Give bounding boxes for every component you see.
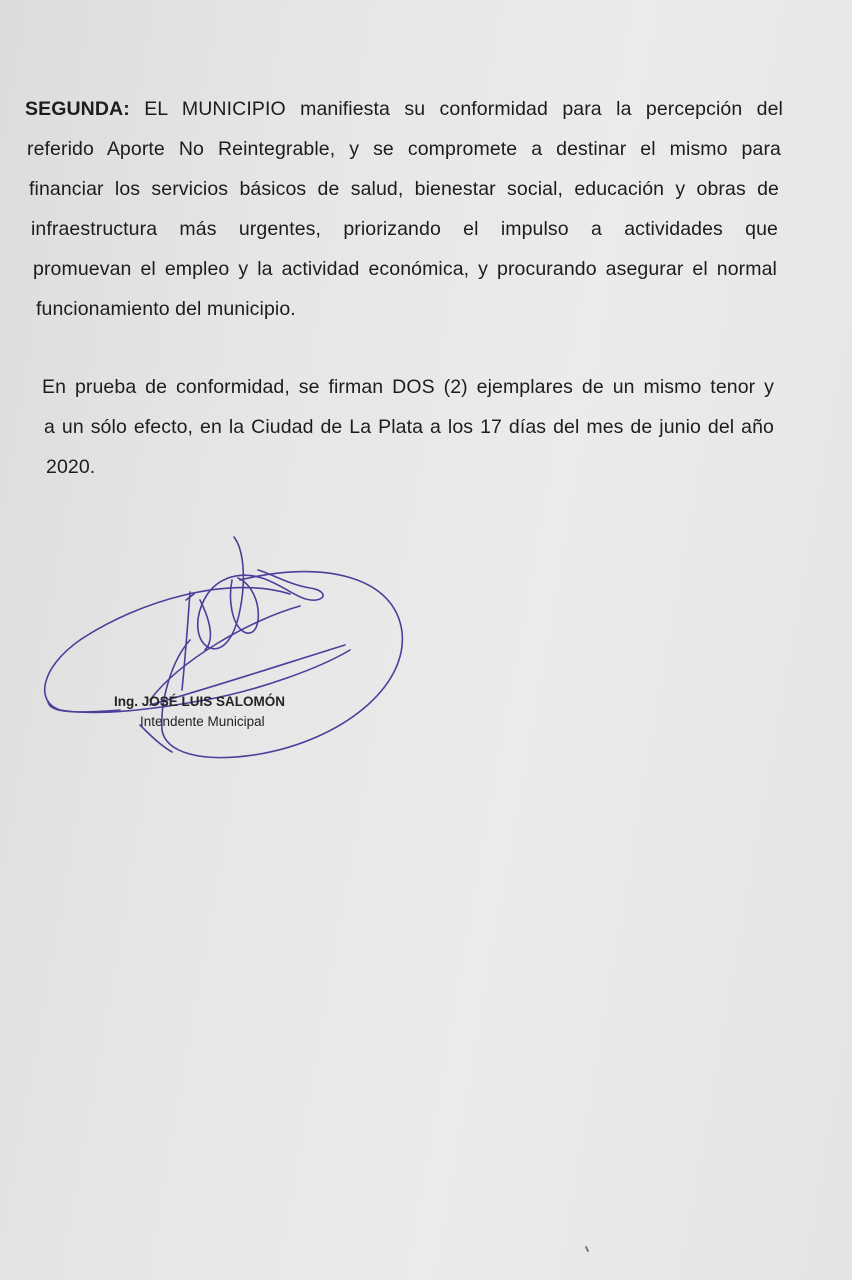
clause-line-6: funcionamiento del municipio. xyxy=(36,298,296,320)
closing-line-1: En prueba de conformidad, se firman DOS (2) ejemplares de un mismo tenor y xyxy=(42,376,774,398)
signer-title: Intendente Municipal xyxy=(140,714,265,729)
clause-line-3: financiar los servicios básicos de salud, bienestar social, educación y obras de xyxy=(29,178,779,200)
clause-line-1-text: EL MUNICIPIO manifiesta su conformidad para la percepción del xyxy=(144,98,783,120)
closing-line-2: a un sólo efecto, en la Ciudad de La Plata a los 17 días del mes de junio del año xyxy=(44,416,774,438)
clause-line-5: promuevan el empleo y la actividad económica, y procurando asegurar el normal xyxy=(33,258,777,280)
clause-line-1 xyxy=(25,98,783,121)
paper-speck xyxy=(585,1246,589,1252)
closing-line-3: 2020. xyxy=(46,456,96,478)
clause-line-2: referido Aporte No Reintegrable, y se compromete a destinar el mismo para xyxy=(27,138,781,160)
clause-line-4: infraestructura más urgentes, priorizando el impulso a actividades que xyxy=(31,218,778,240)
clause-heading: SEGUNDA: xyxy=(25,98,130,120)
signer-name: Ing. JOSÉ LUIS SALOMÓN xyxy=(114,694,286,709)
